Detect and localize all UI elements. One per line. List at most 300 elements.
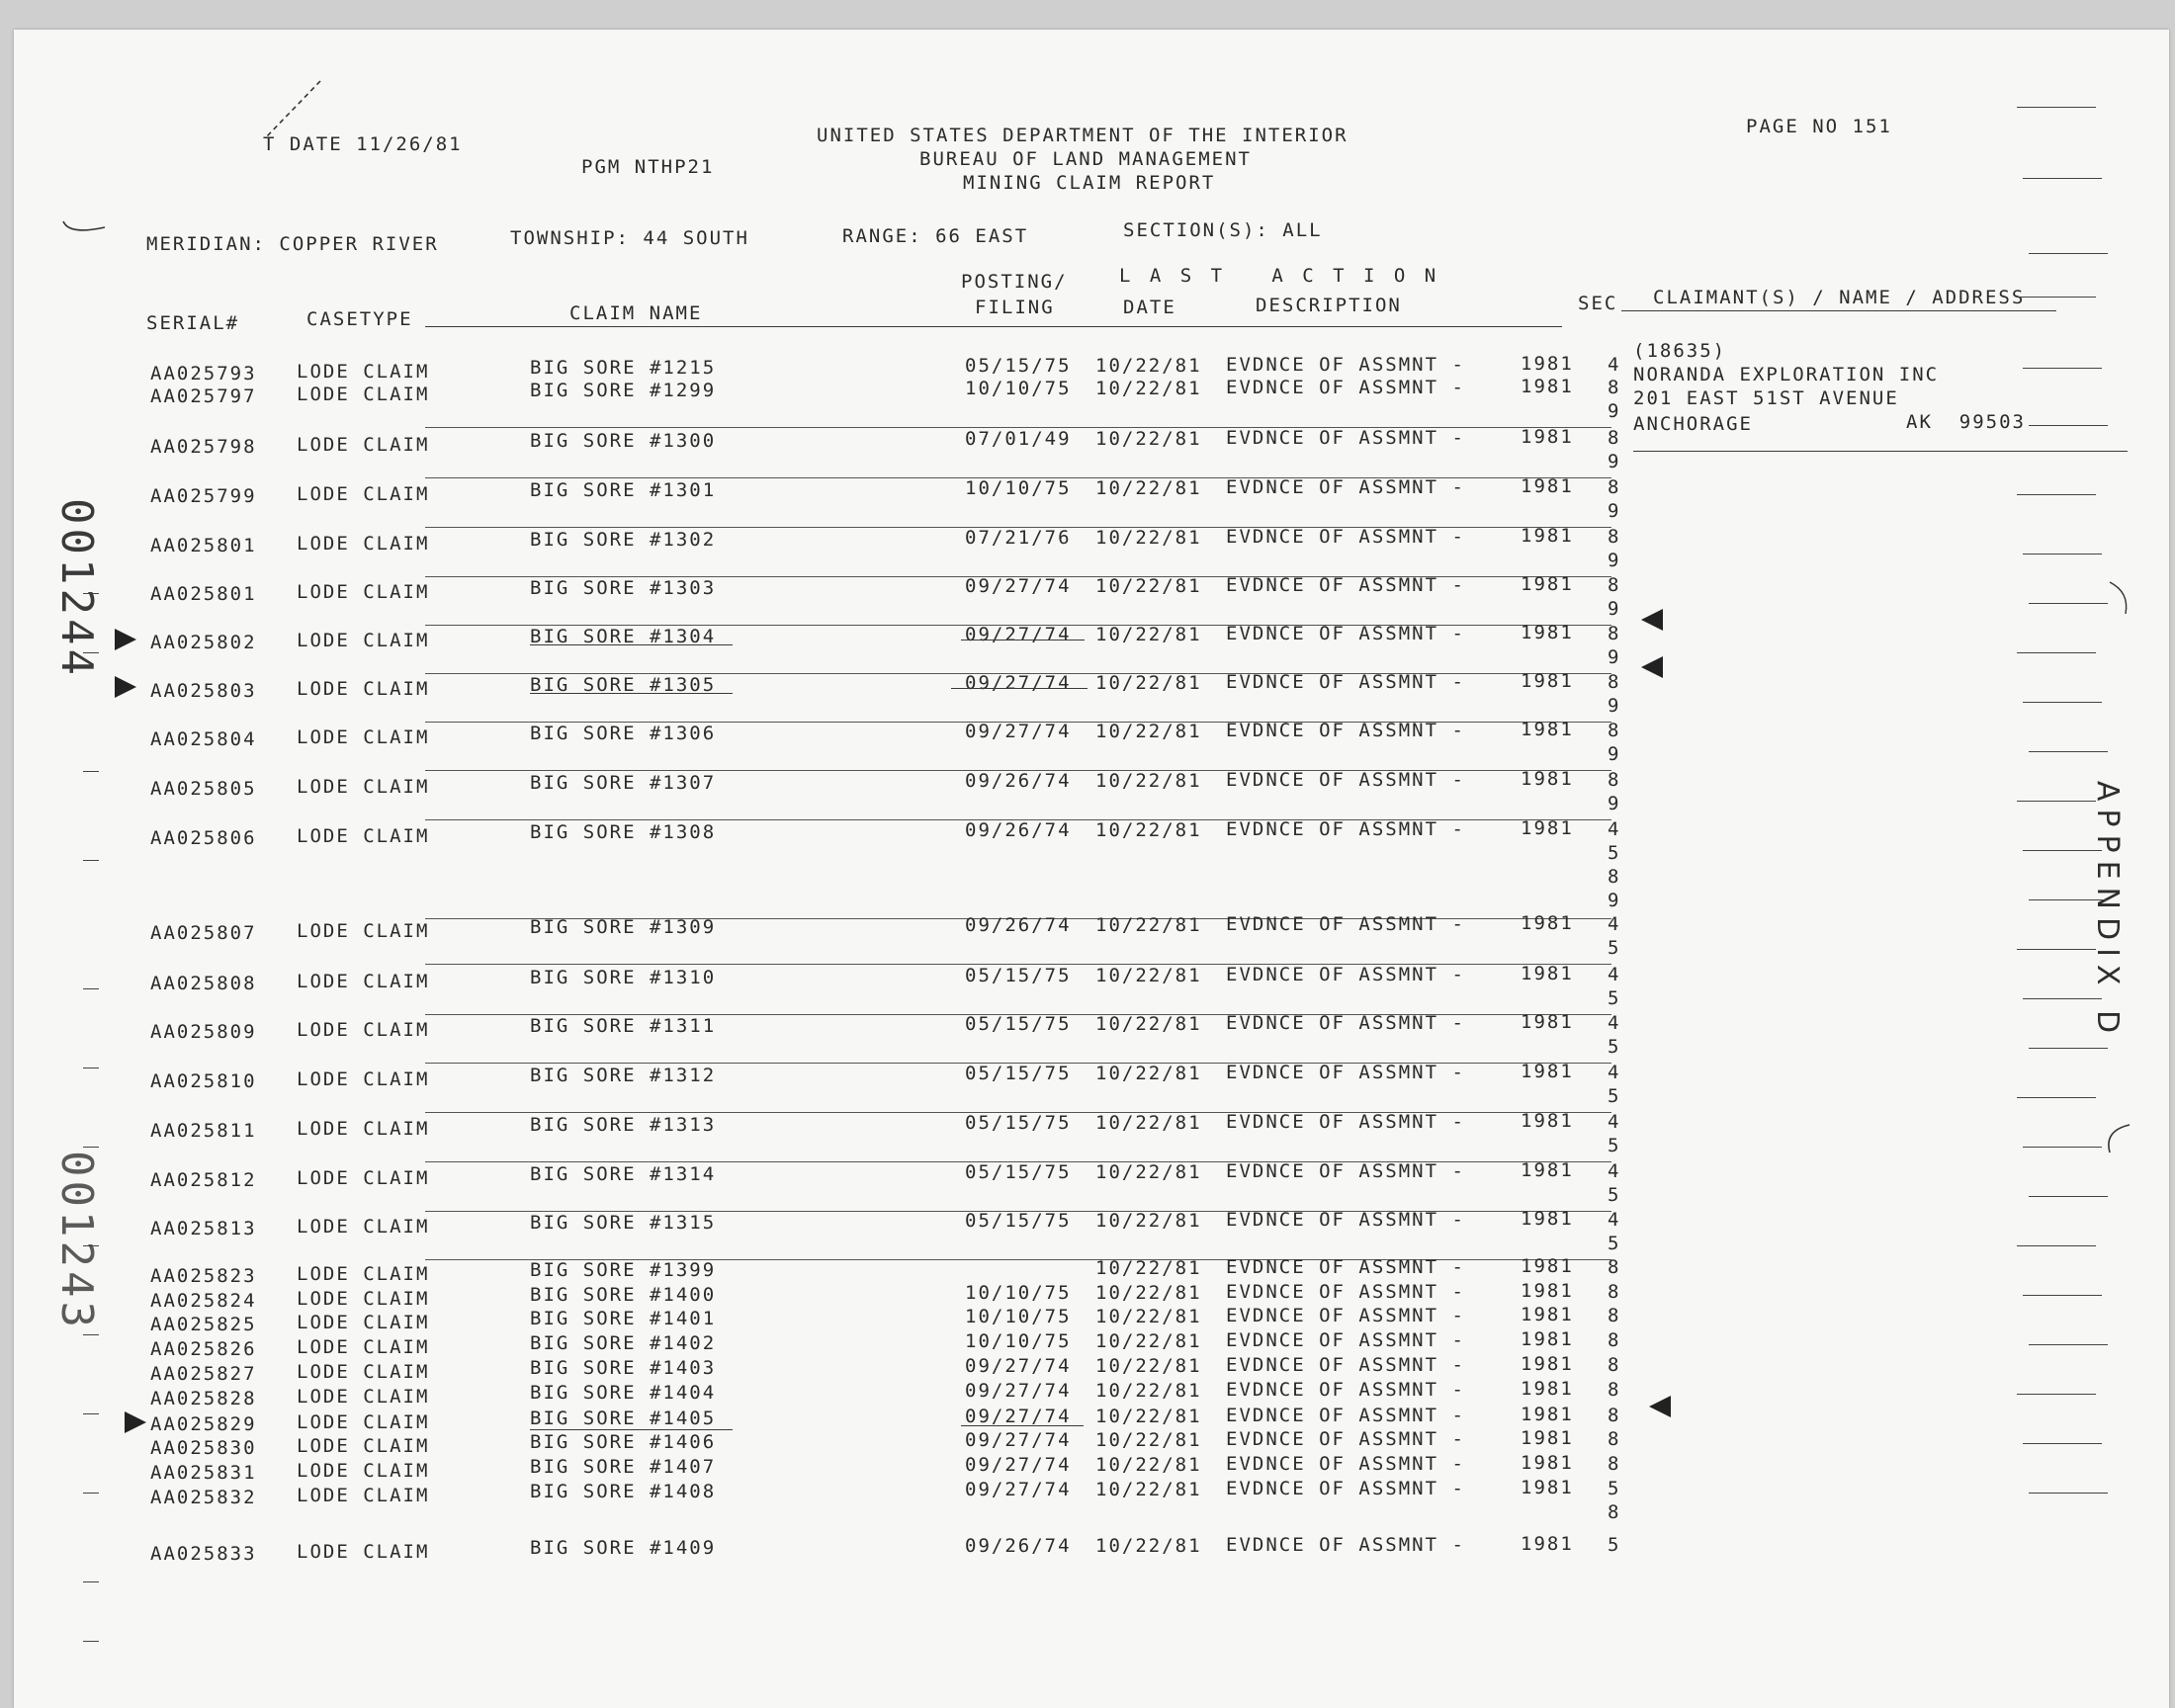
serial-cell: AA025798 (150, 436, 257, 458)
column-description: DESCRIPTION (1256, 295, 1402, 316)
sec-cell: 5 (1608, 1184, 1621, 1206)
filing-date-cell: 09/27/74 (965, 1380, 1072, 1402)
claimant-header-underline (1621, 310, 2056, 311)
serial-cell: AA025832 (150, 1487, 257, 1508)
serial-cell: AA025801 (150, 535, 257, 556)
claim-name-cell: BIG SORE #1306 (530, 723, 717, 744)
review-marker-arrow (1649, 1396, 1671, 1417)
serial-cell: AA025812 (150, 1169, 257, 1191)
filing-date-cell: 07/21/76 (965, 527, 1072, 549)
description-cell: EVDNCE OF ASSMNT - (1226, 1379, 1465, 1401)
margin-tick (2029, 751, 2108, 752)
claim-name-cell: BIG SORE #1402 (530, 1332, 717, 1354)
year-cell: 1981 (1521, 912, 1574, 934)
casetype-cell: LODE CLAIM (297, 361, 430, 383)
filing-date-cell: 09/27/74 (965, 1429, 1072, 1451)
report-subtitle-bureau: BUREAU OF LAND MANAGEMENT (919, 148, 1252, 170)
program-id: PGM NTHP21 (581, 156, 715, 178)
description-cell: EVDNCE OF ASSMNT - (1226, 1453, 1465, 1475)
sec-cell: 8 (1608, 476, 1621, 498)
claim-name-cell: BIG SORE #1313 (530, 1114, 717, 1136)
year-cell: 1981 (1521, 1304, 1574, 1325)
description-cell: EVDNCE OF ASSMNT - (1226, 1305, 1465, 1326)
margin-tick (2017, 1245, 2096, 1246)
claim-name-cell: BIG SORE #1302 (530, 529, 717, 551)
action-date-cell: 10/22/81 (1095, 1112, 1202, 1134)
year-cell: 1981 (1521, 1404, 1574, 1425)
claimant-city: ANCHORAGE (1633, 413, 1753, 435)
filing-date-cell: 05/15/75 (965, 1112, 1072, 1134)
margin-tick (2029, 1344, 2108, 1345)
margin-tick (83, 593, 99, 594)
casetype-cell: LODE CLAIM (297, 1336, 430, 1358)
margin-stamp-bottom: 001243 (50, 1151, 102, 1331)
sec-cell: 5 (1608, 1478, 1621, 1499)
margin-tick (2029, 1048, 2108, 1049)
column-claim-name: CLAIM NAME (569, 302, 703, 324)
sec-cell: 5 (1608, 1135, 1621, 1156)
casetype-cell: LODE CLAIM (297, 1435, 430, 1457)
filing-date-cell: 05/15/75 (965, 1013, 1072, 1035)
description-cell: EVDNCE OF ASSMNT - (1226, 574, 1465, 596)
claim-name-cell: BIG SORE #1310 (530, 967, 717, 988)
description-cell: EVDNCE OF ASSMNT - (1226, 427, 1465, 449)
description-cell: EVDNCE OF ASSMNT - (1226, 913, 1465, 935)
sec-cell: 4 (1608, 913, 1621, 935)
sec-cell: 4 (1608, 964, 1621, 985)
casetype-cell: LODE CLAIM (297, 630, 430, 651)
action-date-cell: 10/22/81 (1095, 1282, 1202, 1304)
sec-cell: 8 (1608, 671, 1621, 693)
sec-cell: 8 (1608, 526, 1621, 548)
filing-date-cell: 09/27/74 (965, 624, 1072, 645)
margin-tick (83, 1641, 99, 1642)
margin-tick (2023, 368, 2102, 369)
margin-tick (2023, 554, 2102, 555)
filing-date-cell: 09/26/74 (965, 770, 1072, 792)
sec-cell: 5 (1608, 842, 1621, 864)
action-date-cell: 10/22/81 (1095, 428, 1202, 450)
column-casetype: CASETYPE (306, 308, 413, 330)
sec-cell: 8 (1608, 574, 1621, 596)
casetype-cell: LODE CLAIM (297, 1263, 430, 1285)
margin-tick (2023, 1443, 2102, 1444)
action-date-cell: 10/22/81 (1095, 1406, 1202, 1427)
review-marker-arrow (115, 629, 136, 650)
margin-tick (2023, 1295, 2102, 1296)
sec-cell: 8 (1608, 1329, 1621, 1351)
serial-cell: AA025801 (150, 583, 257, 605)
casetype-cell: LODE CLAIM (297, 726, 430, 748)
pen-stroke-mark (59, 215, 109, 239)
serial-cell: AA025831 (150, 1462, 257, 1484)
sec-cell: 9 (1608, 743, 1621, 765)
sec-cell: 8 (1608, 866, 1621, 888)
sec-cell: 8 (1608, 623, 1621, 644)
description-cell: EVDNCE OF ASSMNT - (1226, 1405, 1465, 1426)
action-date-cell: 10/22/81 (1095, 1429, 1202, 1451)
year-cell: 1981 (1521, 353, 1574, 375)
year-cell: 1981 (1521, 1533, 1574, 1555)
column-filing: FILING (975, 297, 1055, 318)
margin-tick (83, 1245, 99, 1246)
sec-cell: 5 (1608, 1233, 1621, 1254)
handwritten-underline (530, 1429, 733, 1430)
margin-tick (83, 988, 99, 989)
description-cell: EVDNCE OF ASSMNT - (1226, 526, 1465, 548)
sec-cell: 8 (1608, 1379, 1621, 1401)
action-date-cell: 10/22/81 (1095, 721, 1202, 742)
year-cell: 1981 (1521, 1353, 1574, 1375)
margin-tick (2017, 652, 2096, 653)
serial-cell: AA025802 (150, 632, 257, 653)
year-cell: 1981 (1521, 1452, 1574, 1474)
casetype-cell: LODE CLAIM (297, 971, 430, 992)
action-date-cell: 10/22/81 (1095, 1013, 1202, 1035)
action-date-cell: 10/22/81 (1095, 1161, 1202, 1183)
casetype-cell: LODE CLAIM (297, 483, 430, 505)
sec-cell: 8 (1608, 427, 1621, 449)
serial-cell: AA025799 (150, 485, 257, 507)
description-cell: EVDNCE OF ASSMNT - (1226, 964, 1465, 985)
claim-name-cell: BIG SORE #1311 (530, 1015, 717, 1037)
year-cell: 1981 (1521, 426, 1574, 448)
margin-tick (2017, 1394, 2096, 1395)
year-cell: 1981 (1521, 1110, 1574, 1132)
pen-stroke-mark (2100, 1121, 2135, 1156)
description-cell: EVDNCE OF ASSMNT - (1226, 1428, 1465, 1450)
casetype-cell: LODE CLAIM (297, 384, 430, 405)
serial-cell: AA025804 (150, 728, 257, 750)
action-date-cell: 10/22/81 (1095, 1380, 1202, 1402)
filing-date-cell: 05/15/75 (965, 1063, 1072, 1084)
serial-cell: AA025805 (150, 778, 257, 800)
claim-name-cell: BIG SORE #1409 (530, 1537, 717, 1559)
claim-name-cell: BIG SORE #1406 (530, 1431, 717, 1453)
serial-cell: AA025809 (150, 1021, 257, 1043)
sec-cell: 8 (1608, 1428, 1621, 1450)
pen-stroke-mark (2106, 578, 2135, 618)
filing-date-cell: 09/27/74 (965, 672, 1072, 694)
year-cell: 1981 (1521, 1255, 1574, 1277)
casetype-cell: LODE CLAIM (297, 825, 430, 847)
filing-date-cell: 05/15/75 (965, 1161, 1072, 1183)
casetype-cell: LODE CLAIM (297, 1167, 430, 1189)
description-cell: EVDNCE OF ASSMNT - (1226, 818, 1465, 840)
claim-name-cell: BIG SORE #1215 (530, 357, 717, 379)
serial-cell: AA025824 (150, 1290, 257, 1312)
filing-date-cell: 05/15/75 (965, 965, 1072, 986)
claim-name-cell: BIG SORE #1304 (530, 626, 717, 647)
action-date-cell: 10/22/81 (1095, 770, 1202, 792)
claim-name-cell: BIG SORE #1314 (530, 1163, 717, 1185)
description-cell: EVDNCE OF ASSMNT - (1226, 1062, 1465, 1083)
description-cell: EVDNCE OF ASSMNT - (1226, 720, 1465, 741)
column-sec: SEC (1578, 293, 1618, 314)
year-cell: 1981 (1521, 963, 1574, 984)
filing-date-cell: 05/15/75 (965, 1210, 1072, 1232)
sec-cell: 9 (1608, 695, 1621, 717)
year-cell: 1981 (1521, 1208, 1574, 1230)
margin-tick (2023, 850, 2102, 851)
sec-cell: 9 (1608, 598, 1621, 620)
description-cell: EVDNCE OF ASSMNT - (1226, 1329, 1465, 1351)
claim-name-cell: BIG SORE #1403 (530, 1357, 717, 1379)
description-cell: EVDNCE OF ASSMNT - (1226, 1012, 1465, 1034)
description-cell: EVDNCE OF ASSMNT - (1226, 1534, 1465, 1556)
action-date-cell: 10/22/81 (1095, 624, 1202, 645)
filing-date-cell: 10/10/75 (965, 1282, 1072, 1304)
serial-cell: AA025803 (150, 680, 257, 702)
claim-name-cell: BIG SORE #1404 (530, 1382, 717, 1404)
casetype-cell: LODE CLAIM (297, 678, 430, 700)
action-date-cell: 10/22/81 (1095, 965, 1202, 986)
serial-cell: AA025811 (150, 1120, 257, 1142)
margin-tick (83, 652, 99, 653)
margin-tick (83, 1413, 99, 1414)
sec-cell: 8 (1608, 377, 1621, 398)
description-cell: EVDNCE OF ASSMNT - (1226, 1281, 1465, 1303)
margin-tick (2023, 998, 2102, 999)
sec-cell: 9 (1608, 550, 1621, 571)
township-label: TOWNSHIP: 44 SOUTH (510, 227, 749, 249)
claim-name-cell: BIG SORE #1301 (530, 479, 717, 501)
action-date-cell: 10/22/81 (1095, 672, 1202, 694)
margin-tick (2029, 899, 2108, 900)
claimant-state-zip: AK 99503 (1906, 411, 2026, 433)
margin-tick (83, 1493, 99, 1494)
filing-date-cell: 05/15/75 (965, 355, 1072, 377)
sec-cell: 4 (1608, 1111, 1621, 1133)
filing-date-cell: 10/10/75 (965, 477, 1072, 499)
margin-tick (83, 1147, 99, 1148)
margin-tick (2029, 1196, 2108, 1197)
description-cell: EVDNCE OF ASSMNT - (1226, 476, 1465, 498)
action-date-cell: 10/22/81 (1095, 477, 1202, 499)
margin-tick (2017, 949, 2096, 950)
sec-cell: 9 (1608, 646, 1621, 668)
pen-stroke-mark (257, 77, 326, 146)
year-cell: 1981 (1521, 1061, 1574, 1082)
serial-cell: AA025829 (150, 1413, 257, 1435)
casetype-cell: LODE CLAIM (297, 434, 430, 456)
year-cell: 1981 (1521, 719, 1574, 740)
claim-name-cell: BIG SORE #1309 (530, 916, 717, 938)
margin-tick (83, 860, 99, 861)
review-marker-arrow (1641, 656, 1663, 678)
action-date-cell: 10/22/81 (1095, 1257, 1202, 1279)
sec-cell: 5 (1608, 1534, 1621, 1556)
filing-date-cell: 09/27/74 (965, 1355, 1072, 1377)
serial-cell: AA025808 (150, 973, 257, 994)
casetype-cell: LODE CLAIM (297, 1312, 430, 1333)
serial-cell: AA025828 (150, 1388, 257, 1409)
serial-cell: AA025833 (150, 1543, 257, 1565)
sec-cell: 5 (1608, 937, 1621, 959)
description-cell: EVDNCE OF ASSMNT - (1226, 623, 1465, 644)
sec-cell: 5 (1608, 1036, 1621, 1058)
action-date-cell: 10/22/81 (1095, 527, 1202, 549)
report-subtitle-kind: MINING CLAIM REPORT (963, 172, 1216, 194)
year-cell: 1981 (1521, 1378, 1574, 1400)
handwritten-underline (530, 644, 733, 645)
column-last-action: L A S T A C T I O N (1119, 265, 1440, 287)
casetype-cell: LODE CLAIM (297, 1361, 430, 1383)
margin-tick (2023, 702, 2102, 703)
casetype-cell: LODE CLAIM (297, 1118, 430, 1140)
column-date: DATE (1123, 297, 1176, 318)
column-claimant: CLAIMANT(S) / NAME / ADDRESS (1653, 287, 2026, 308)
year-cell: 1981 (1521, 768, 1574, 790)
margin-stamp-top: 001244 (50, 498, 102, 679)
margin-tick (2017, 494, 2096, 495)
claim-name-cell: BIG SORE #1407 (530, 1456, 717, 1478)
serial-cell: AA025825 (150, 1314, 257, 1335)
serial-cell: AA025823 (150, 1265, 257, 1287)
margin-tick (83, 771, 99, 772)
margin-tick (83, 1334, 99, 1335)
casetype-cell: LODE CLAIM (297, 920, 430, 942)
year-cell: 1981 (1521, 573, 1574, 595)
action-date-cell: 10/22/81 (1095, 914, 1202, 936)
filing-date-cell: 09/27/74 (965, 575, 1072, 597)
report-title: UNITED STATES DEPARTMENT OF THE INTERIOR (817, 125, 1348, 146)
action-date-cell: 10/22/81 (1095, 1479, 1202, 1500)
sec-cell: 9 (1608, 890, 1621, 911)
margin-tick (2017, 801, 2096, 802)
filing-date-cell: 09/27/74 (965, 1406, 1072, 1427)
sec-cell: 4 (1608, 818, 1621, 840)
filing-date-cell: 09/26/74 (965, 819, 1072, 841)
filing-date-cell: 10/10/75 (965, 1330, 1072, 1352)
action-date-cell: 10/22/81 (1095, 378, 1202, 399)
casetype-cell: LODE CLAIM (297, 1460, 430, 1482)
serial-cell: AA025807 (150, 922, 257, 944)
year-cell: 1981 (1521, 670, 1574, 692)
meridian-label: MERIDIAN: COPPER RIVER (146, 233, 439, 255)
claim-name-cell: BIG SORE #1315 (530, 1212, 717, 1234)
action-date-cell: 10/22/81 (1095, 355, 1202, 377)
year-cell: 1981 (1521, 1477, 1574, 1498)
page-number: PAGE NO 151 (1746, 116, 1892, 137)
margin-tick (2029, 253, 2108, 254)
margin-tick (2017, 107, 2096, 108)
margin-tick (2023, 1147, 2102, 1148)
handwritten-underline (530, 693, 733, 694)
claim-name-cell: BIG SORE #1405 (530, 1408, 717, 1429)
sec-cell: 4 (1608, 1062, 1621, 1083)
claim-name-cell: BIG SORE #1400 (530, 1284, 717, 1306)
filing-date-cell: 09/27/74 (965, 721, 1072, 742)
casetype-cell: LODE CLAIM (297, 1068, 430, 1090)
sec-cell: 4 (1608, 1012, 1621, 1034)
claimant-underline (1633, 451, 2128, 452)
filing-date-cell: 09/26/74 (965, 1535, 1072, 1557)
claim-name-cell: BIG SORE #1312 (530, 1065, 717, 1086)
margin-tick (2017, 1097, 2096, 1098)
description-cell: EVDNCE OF ASSMNT - (1226, 354, 1465, 376)
casetype-cell: LODE CLAIM (297, 776, 430, 798)
action-date-cell: 10/22/81 (1095, 1454, 1202, 1476)
sec-cell: 8 (1608, 1501, 1621, 1523)
claim-name-cell: BIG SORE #1308 (530, 821, 717, 843)
claim-name-cell: BIG SORE #1303 (530, 577, 717, 599)
action-date-cell: 10/22/81 (1095, 1330, 1202, 1352)
casetype-cell: LODE CLAIM (297, 1411, 430, 1433)
action-date-cell: 10/22/81 (1095, 1210, 1202, 1232)
year-cell: 1981 (1521, 1159, 1574, 1181)
claim-name-cell: BIG SORE #1299 (530, 380, 717, 401)
year-cell: 1981 (1521, 1427, 1574, 1449)
filing-date-cell: 07/01/49 (965, 428, 1072, 450)
margin-tick (2023, 178, 2102, 179)
serial-cell: AA025827 (150, 1363, 257, 1385)
year-cell: 1981 (1521, 1011, 1574, 1033)
serial-cell: AA025797 (150, 385, 257, 407)
sec-cell: 9 (1608, 400, 1621, 422)
casetype-cell: LODE CLAIM (297, 533, 430, 555)
description-cell: EVDNCE OF ASSMNT - (1226, 769, 1465, 791)
claimant-id: (18635) (1633, 340, 1727, 362)
review-marker-arrow (115, 676, 136, 698)
sec-cell: 8 (1608, 1354, 1621, 1376)
year-cell: 1981 (1521, 817, 1574, 839)
claim-name-cell: BIG SORE #1300 (530, 430, 717, 452)
serial-cell: AA025826 (150, 1338, 257, 1360)
claim-name-cell: BIG SORE #1408 (530, 1481, 717, 1502)
year-cell: 1981 (1521, 622, 1574, 643)
margin-tick (2029, 603, 2108, 604)
sec-cell: 8 (1608, 1453, 1621, 1475)
sec-cell: 8 (1608, 769, 1621, 791)
description-cell: EVDNCE OF ASSMNT - (1226, 1354, 1465, 1376)
sec-cell: 4 (1608, 1160, 1621, 1182)
description-cell: EVDNCE OF ASSMNT - (1226, 671, 1465, 693)
year-cell: 1981 (1521, 1280, 1574, 1302)
claim-name-cell: BIG SORE #1305 (530, 674, 717, 696)
review-marker-arrow (1641, 609, 1663, 631)
year-cell: 1981 (1521, 1328, 1574, 1350)
claimant-name: NORANDA EXPLORATION INC (1633, 364, 1940, 385)
action-date-cell: 10/22/81 (1095, 819, 1202, 841)
action-date-cell: 10/22/81 (1095, 575, 1202, 597)
column-posting: POSTING/ (961, 271, 1068, 293)
description-cell: EVDNCE OF ASSMNT - (1226, 1111, 1465, 1133)
serial-cell: AA025806 (150, 827, 257, 849)
range-label: RANGE: 66 EAST (842, 225, 1029, 247)
description-cell: EVDNCE OF ASSMNT - (1226, 377, 1465, 398)
casetype-cell: LODE CLAIM (297, 581, 430, 603)
casetype-cell: LODE CLAIM (297, 1019, 430, 1041)
filing-date-cell: 10/10/75 (965, 378, 1072, 399)
claim-name-cell: BIG SORE #1307 (530, 772, 717, 794)
serial-cell: AA025810 (150, 1070, 257, 1092)
action-date-cell: 10/22/81 (1095, 1355, 1202, 1377)
sec-cell: 4 (1608, 354, 1621, 376)
serial-cell: AA025813 (150, 1218, 257, 1239)
filing-date-cell: 09/27/74 (965, 1454, 1072, 1476)
sec-cell: 5 (1608, 1085, 1621, 1107)
sec-cell: 8 (1608, 720, 1621, 741)
sec-cell: 4 (1608, 1209, 1621, 1231)
action-date-cell: 10/22/81 (1095, 1535, 1202, 1557)
sec-cell: 8 (1608, 1405, 1621, 1426)
sec-cell: 8 (1608, 1305, 1621, 1326)
sec-cell: 9 (1608, 500, 1621, 522)
casetype-cell: LODE CLAIM (297, 1216, 430, 1238)
description-cell: EVDNCE OF ASSMNT - (1226, 1256, 1465, 1278)
claim-name-cell: BIG SORE #1401 (530, 1308, 717, 1329)
